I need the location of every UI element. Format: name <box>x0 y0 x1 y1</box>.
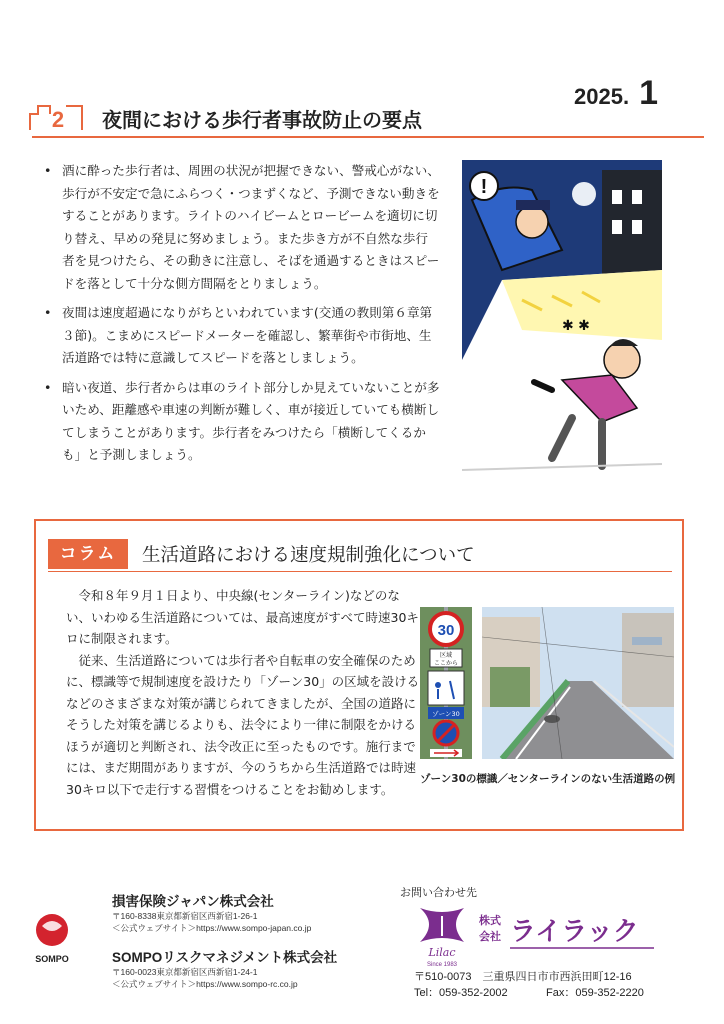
issue-year: 2025. <box>574 84 630 109</box>
zone-sign-label: ゾーン30 <box>432 710 460 718</box>
sompo-logo-text: SOMPO <box>35 954 69 964</box>
tip-text: 酒に酔った歩行者は、周囲の状況が把握できない、警戒心がない、歩行が不安定で急にふらつく・つまずくなど、予測できない動きをすることがあります。ライトのハイビームとロービームを適切に切り替え、早めの発見に努めましょう。また歩き方が不自然な歩行者を見つけたら、その動きに注意し、そばを通過するときはスピードを落として十分な側方間隔をとりましょう。 <box>62 163 440 291</box>
column-title: 生活道路における速度規制強化について <box>142 545 475 566</box>
company-name: SOMPOリスクマネジメント株式会社 <box>112 950 338 965</box>
tips-list <box>40 160 440 474</box>
column-box <box>34 519 684 831</box>
list-item: • 夜間は速度超過になりがちといわれています(交通の教則第６章第３節)。こまめにスピードメーターを確認し、繁華街や市街地、生活道路では特に意識してスピードを落としましょう。 <box>44 305 433 365</box>
svg-text:✱ ✱: ✱ ✱ <box>562 318 590 334</box>
company-block <box>112 946 337 990</box>
list-item: • 暗い夜道、歩行者からは車のライト部分しか見えていないことが多いため、距離感や車速の判断が難しく、車が接近していても横断してしまうことがあります。歩行者をみつけたら「横断してくるかも」と予測しましょう。 <box>44 379 440 462</box>
company-address: 〒160-8338東京都新宿区西新宿1-26-1 <box>112 911 258 921</box>
exclamation-mark: ! <box>480 176 488 198</box>
speed-limit-number: 30 <box>437 622 455 639</box>
column-rule <box>48 571 672 572</box>
agent-fax: Fax：059-352-2220 <box>546 987 644 999</box>
contact-label: お問い合わせ先 <box>400 886 477 899</box>
section-title: 夜間における歩行者事故防止の要点 <box>102 108 422 132</box>
company-block <box>112 890 311 934</box>
tip-text: 暗い夜道、歩行者からは車のライト部分しか見えていないことが多いため、距離感や車速の判断が難しく、車が接近していても横断してしまうことがあります。歩行者をみつけたら「横断してくるかも」と予測しましょう。 <box>62 379 440 462</box>
column-paragraph: 従来、生活道路については歩行者や自転車の安全確保のために、標識等で規制速度を設けたり「ゾーン30」の区域を設けるなどのさまざまな対策が講じられてきましたが、全国の道路にそうした対策を講じるよりも、法令により一律に制限をかけるほうが適切と判断され、法令改正に至ったものです。施行までには、まだ期間がありますが、今のうちから生活道路では時速30キロ以下で走行する習慣をつけることをお勧めします。 <box>66 652 420 797</box>
kabushiki-line1: 株式 <box>479 914 501 927</box>
residential-road-photo <box>482 607 674 759</box>
photo-caption: ゾーン30の標識／センターラインのない生活道路の例 <box>420 773 676 785</box>
company-website: ＜公式ウェブサイト＞https://www.sompo-rc.co.jp <box>112 979 298 989</box>
tip-text: 夜間は速度超過になりがちといわれています(交通の教則第６章第３節)。こまめにスピードメーターを確認し、繁華街や市街地、生活道路では特に意識してスピードを落としましょう。 <box>62 305 433 365</box>
section-header <box>26 100 706 136</box>
zone-sign-line1: 区域 <box>439 652 453 659</box>
list-item: • 酒に酔った歩行者は、周囲の状況が把握できない、警戒心がない、歩行が不安定で急にふらつく・つまずくなど、予測できない動きをすることがあります。ライトのハイビームとロービームを適切に切り替え、早めの発見に努めましょう。また歩き方が不自然な歩行者を見つけたら、その動きに注意し、そばを通過するときはスピードを落として十分な側方間隔をとりましょう。 <box>44 163 440 291</box>
sompo-logo <box>32 912 72 968</box>
logo-since: Since 1983 <box>426 962 458 968</box>
agent-address: 〒510-0073 三重県四日市市西浜田町12-16 <box>414 971 632 983</box>
agent-tel: Tel：059-352-2002 <box>414 987 508 999</box>
night-pedestrian-illustration <box>462 160 662 486</box>
column-body <box>66 585 424 800</box>
zone30-sign-photo <box>420 607 472 759</box>
kabushiki-line2: 会社 <box>479 930 501 943</box>
section-number: 2 <box>51 107 65 132</box>
section-rule <box>32 136 704 138</box>
zone-sign-line2: ここから <box>433 660 459 667</box>
column-paragraph: 令和８年９月１日より、中央線(センターライン)などのない、いわゆる生活道路については、最高速度がすべて時速30キロに制限されます。 <box>66 588 419 646</box>
logo-script: Lilac <box>428 946 456 959</box>
company-website: ＜公式ウェブサイト＞https://www.sompo-japan.co.jp <box>112 923 312 933</box>
column-label: コラム <box>48 539 128 569</box>
lilac-logo <box>414 902 666 970</box>
agent-name: ライラック <box>510 917 639 947</box>
section-number-badge <box>26 100 88 134</box>
company-name: 損害保険ジャパン株式会社 <box>112 894 274 909</box>
issue-month: 1 <box>639 74 658 112</box>
company-address: 〒160-0023東京都新宿区西新宿1-24-1 <box>112 967 258 977</box>
